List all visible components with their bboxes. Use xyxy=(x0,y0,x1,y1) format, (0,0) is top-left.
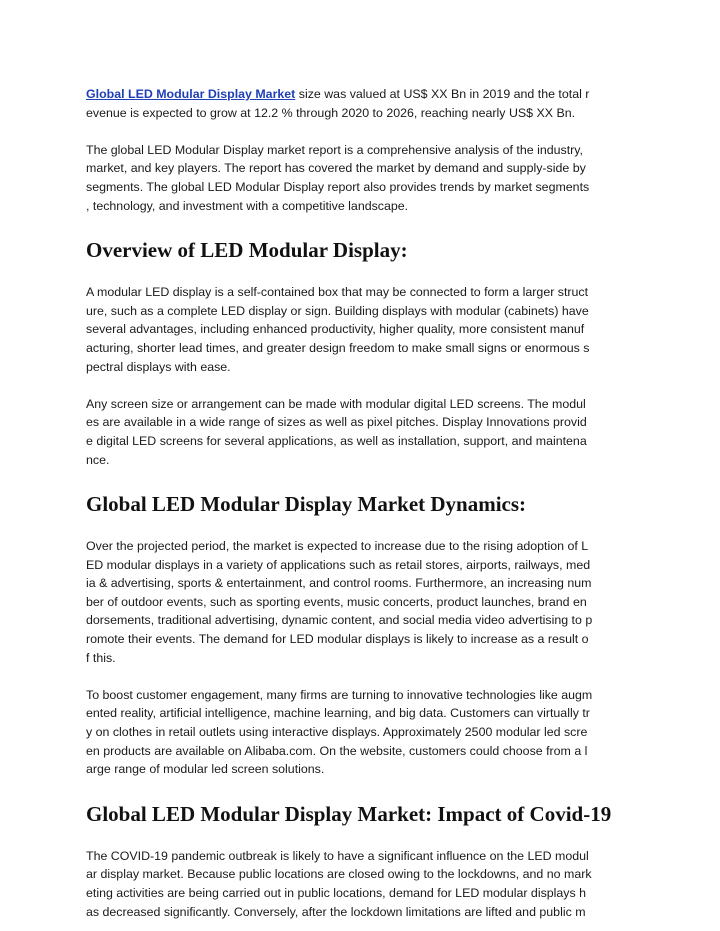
dynamics-paragraph-1 xyxy=(86,537,638,667)
report-paragraph xyxy=(86,141,638,215)
paragraph-line: e digital LED screens for several applications, as well as installation, support, and maintena xyxy=(86,433,587,448)
paragraph-line: A modular LED display is a self-contained box that may be connected to form a larger struct xyxy=(86,285,589,300)
paragraph-line: nce. xyxy=(86,452,110,467)
paragraph-line: ure, such as a complete LED display or sign. Building displays with modular (cabinets) have xyxy=(86,303,589,318)
paragraph-line: f this. xyxy=(86,650,116,665)
paragraph-line: The COVID-19 pandemic outbreak is likely to have a significant influence on the LED modul xyxy=(86,848,589,863)
section-heading-covid: Global LED Modular Display Market: Impact of Covid-19 xyxy=(86,801,612,826)
paragraph-line: as decreased significantly. Conversely, after the lockdown limitations are lifted and public m xyxy=(86,904,586,919)
paragraph-line: ED modular displays in a variety of applications such as retail stores, airports, railways, med xyxy=(86,557,591,572)
section-heading-overview: Overview of LED Modular Display: xyxy=(86,238,408,263)
paragraph-line: , technology, and investment with a competitive landscape. xyxy=(86,198,409,213)
overview-paragraph-2 xyxy=(86,395,638,469)
covid-paragraph xyxy=(86,847,638,921)
paragraph-line: es are available in a wide range of sizes as well as pixel pitches. Display Innovations provid xyxy=(86,415,587,430)
intro-line-1-rest: size was valued at US$ XX Bn in 2019 and the total r xyxy=(295,87,590,101)
paragraph-line: Over the projected period, the market is expected to increase due to the rising adoption of L xyxy=(86,539,589,554)
document-body xyxy=(86,85,638,921)
market-report-link[interactable]: Global LED Modular Display Market xyxy=(86,87,296,101)
section-heading-dynamics: Global LED Modular Display Market Dynamics: xyxy=(86,492,527,517)
paragraph-line: Any screen size or arrangement can be made with modular digital LED screens. The modul xyxy=(86,396,586,411)
dynamics-paragraph-2 xyxy=(86,686,638,779)
paragraph-line: ber of outdoor events, such as sporting events, music concerts, product launches, brand en xyxy=(86,594,587,609)
paragraph-line: y on clothes in retail outlets using interactive displays. Approximately 2500 modular led scre xyxy=(86,725,588,740)
paragraph-line: ia & advertising, sports & entertainment, and control rooms. Furthermore, an increasing num xyxy=(86,576,592,591)
paragraph-line: The global LED Modular Display market report is a comprehensive analysis of the industry, xyxy=(86,142,583,157)
intro-line-1 xyxy=(86,85,638,104)
paragraph-line: market, and key players. The report has covered the market by demand and supply-side by xyxy=(86,161,586,176)
paragraph-line: several advantages, including enhanced productivity, higher quality, more consistent manuf xyxy=(86,322,585,337)
paragraph-line: ar display market. Because public locations are closed owing to the lockdowns, and no mark xyxy=(86,867,592,882)
paragraph-line: dorsements, traditional advertising, dynamic content, and social media video advertising to p xyxy=(86,613,593,628)
paragraph-line: en products are available on Alibaba.com. On the website, customers could choose from a l xyxy=(86,743,588,758)
paragraph-line: romote their events. The demand for LED modular displays is likely to increase as a result o xyxy=(86,632,589,647)
intro-paragraph xyxy=(86,85,638,122)
paragraph-line: arge range of modular led screen solutions. xyxy=(86,762,325,777)
paragraph-line: To boost customer engagement, many firms are turning to innovative technologies like augm xyxy=(86,687,593,702)
paragraph-line: eting activities are being carried out in public locations, demand for LED modular displays h xyxy=(86,886,587,900)
paragraph-line: acturing, shorter lead times, and greater design freedom to make small signs or enormous s xyxy=(86,340,590,355)
intro-line-2: evenue is expected to grow at 12.2 % through 2020 to 2026, reaching nearly US$ XX Bn. xyxy=(86,105,576,120)
paragraph-line: segments. The global LED Modular Display report also provides trends by market segments xyxy=(86,179,590,194)
paragraph-line: ented reality, artificial intelligence, machine learning, and big data. Customers can virtually tr xyxy=(86,706,590,721)
paragraph-line: pectral displays with ease. xyxy=(86,359,231,374)
overview-paragraph-1 xyxy=(86,283,638,376)
